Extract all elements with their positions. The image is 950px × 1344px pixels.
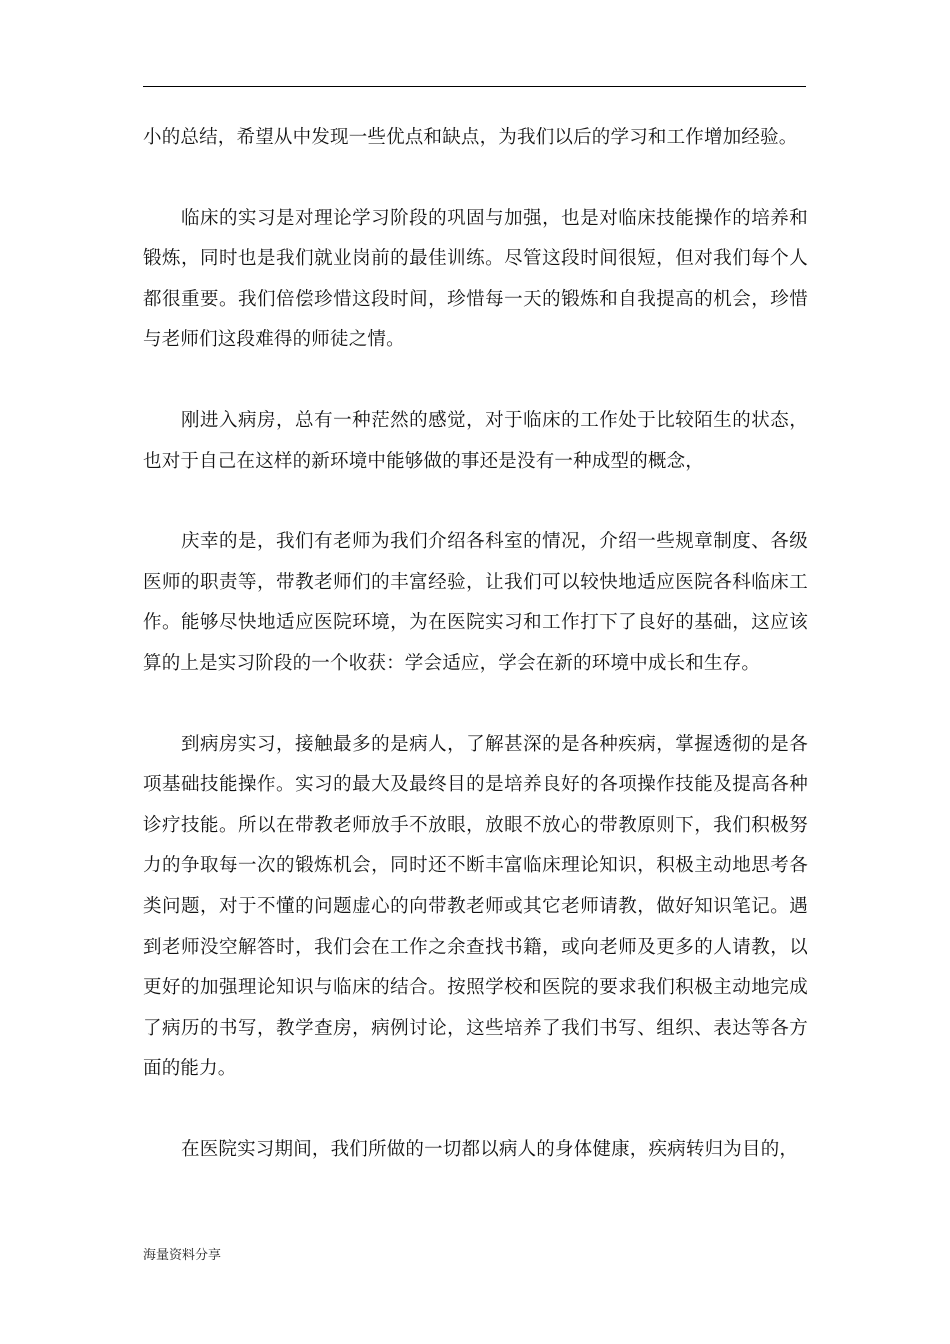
paragraph-continuation: 小的总结，希望从中发现一些优点和缺点，为我们以后的学习和工作增加经验。 [143,127,798,148]
header-rule [143,86,806,87]
paragraph-fortunate: 庆幸的是，我们有老师为我们介绍各科室的情况，介绍一些规章制度、各级医师的职责等，带教老师们的丰富经验，让我们可以较快地适应医院各科临床工作。能够尽快地适应医院环境，为在医院实习和工作打下了良好的基础，这应该算的上是实习阶段的一个收获：学会适应，学会在新的环境中成长和生存。 [143,531,808,674]
document-body [143,118,808,1170]
paragraph-clinical-internship: 临床的实习是对理论学习阶段的巩固与加强，也是对临床技能操作的培养和锻炼，同时也是我们就业岗前的最佳训练。尽管这段时间很短，但对我们每个人都很重要。我们倍偿珍惜这段时间，珍惜每一天的锻炼和自我提高的机会，珍惜与老师们这段难得的师徒之情。 [143,207,808,351]
paragraph-hospital-period: 在医院实习期间，我们所做的一切都以病人的身体健康，疾病转归为目的， [181,1138,799,1160]
paragraph-entering-ward: 刚进入病房，总有一种茫然的感觉，对于临床的工作处于比较陌生的状态，也对于自己在这样的新环境中能够做的事还是没有一种成型的概念， [143,409,808,472]
paragraph-ward-practice: 到病房实习，接触最多的是病人，了解甚深的是各种疾病，掌握透彻的是各项基础技能操作。实习的最大及最终目的是培养良好的各项操作技能及提高各种诊疗技能。所以在带教老师放手不放眼，放眼不放心的带教原则下，我们积极努力的争取每一次的锻炼机会，同时还不断丰富临床理论知识，积极主动地思考各类问题，对于不懂的问题虚心的向带教老师或其它老师请教，做好知识笔记。遇到老师没空解答时，我们会在工作之余查找书籍，或向老师及更多的人请教，以更好的加强理论知识与临床的结合。按照学校和医院的要求我们积极主动地完成了病历的书写，教学查房，病例讨论，这些培养了我们书写、组织、表达等各方面的能力。 [143,733,808,1080]
footer-text: 海量资料分享 [143,1248,222,1263]
